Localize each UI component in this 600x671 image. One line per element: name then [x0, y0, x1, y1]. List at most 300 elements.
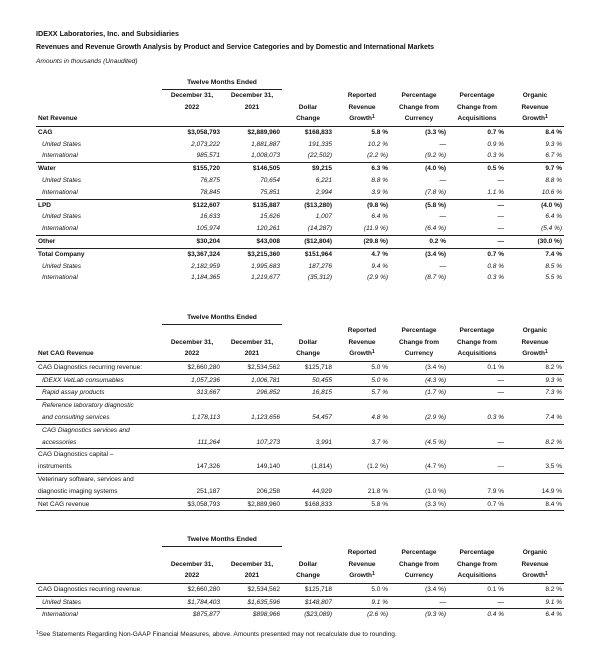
- reported-growth-value: (9.8 %): [334, 199, 390, 211]
- row-label: United States: [42, 213, 82, 221]
- col-header-currency-line1: Percentage: [401, 91, 437, 99]
- organic-growth-value: 9.3 %: [506, 374, 564, 387]
- organic-growth-value: 3.5 %: [545, 463, 563, 471]
- row-label: International: [42, 225, 78, 233]
- organic-growth-value: 8.2 %: [545, 363, 563, 371]
- reported-growth-value: 3.9 %: [371, 188, 389, 196]
- row-label: International: [42, 188, 78, 196]
- organic-growth-value: 8.2 %: [545, 438, 563, 446]
- col-header-acquisitions-line2: Change from: [456, 560, 498, 568]
- row-label-line2: instruments: [38, 463, 72, 471]
- organic-growth-value: 14.9 %: [541, 487, 563, 495]
- dec-2021-value: 70,654: [260, 176, 281, 184]
- currency-change-value: (8.7 %): [425, 274, 447, 282]
- currency-change-value: (3.4 %): [425, 585, 447, 593]
- dec-2022-value: 1,057,236: [162, 374, 222, 387]
- row-label-line2: and consulting services: [42, 413, 110, 421]
- dec-2022-value: 76,875: [200, 176, 220, 184]
- table-row: [36, 150, 564, 162]
- currency-change-value: —: [390, 596, 448, 609]
- currency-change-value: —: [439, 176, 447, 184]
- footnote-text: See Statements Regarding Non-GAAP Financial Measures, above. Amounts presented may not recalculate due to rounding.: [38, 631, 397, 638]
- organic-growth-value: 8.8 %: [545, 176, 563, 184]
- table-row: [36, 583, 564, 596]
- footnote: [36, 631, 397, 638]
- row-label: Reference laboratory diagnostic: [36, 400, 162, 412]
- col-header-organic-line3: Growth$^1$: [506, 113, 564, 126]
- reported-growth-value: 5.0 %: [371, 363, 389, 371]
- dec-2021-value: $146,505: [222, 163, 282, 175]
- dollar-change-value: $125,718: [304, 585, 333, 593]
- col-header-dollar-line1: Dollar: [298, 338, 318, 346]
- organic-growth-value: 8.4 %: [545, 128, 563, 136]
- dollar-change-value: ($12,804): [282, 235, 334, 248]
- col-header-2021-line2: 2021: [222, 348, 282, 361]
- dec-2021-value: 296,852: [222, 387, 282, 400]
- table-row: [36, 361, 564, 374]
- dec-2021-value: 107,273: [256, 438, 281, 446]
- currency-change-value: (4.7 %): [425, 463, 447, 471]
- dec-2021-value: $2,534,562: [247, 363, 281, 371]
- row-label: CAG: [38, 128, 53, 136]
- currency-change-value: (9.2 %): [425, 152, 447, 160]
- acquisitions-change-value: —: [497, 463, 505, 471]
- table-row: [36, 175, 564, 187]
- dollar-change-value: 44,929: [312, 487, 333, 495]
- table-row: [36, 374, 564, 387]
- currency-change-value: (9.3 %): [390, 609, 448, 621]
- row-label: CAG Diagnostics services and: [36, 424, 162, 436]
- dec-2022-value: 111,264: [197, 438, 220, 446]
- acquisitions-change-value: —: [497, 176, 505, 184]
- dollar-change-value: (35,312): [307, 274, 333, 282]
- table-row: [36, 609, 564, 621]
- reported-growth-value: 5.7 %: [334, 387, 390, 400]
- row-label: LPD: [36, 199, 162, 211]
- dec-2021-value: 1,006,781: [222, 374, 282, 387]
- dollar-change-value: (22,502): [307, 152, 333, 160]
- reported-growth-value: (2.6 %): [334, 609, 390, 621]
- organic-growth-value: 5.5 %: [545, 274, 563, 282]
- reported-growth-value: 9.4 %: [371, 262, 389, 270]
- dollar-change-value: ($23,089): [282, 609, 334, 621]
- organic-growth-value: (4.0 %): [506, 199, 564, 211]
- table-row-continued: [36, 437, 564, 449]
- dec-2021-value: 15,626: [260, 213, 281, 221]
- dec-2022-value: 251,187: [196, 487, 220, 495]
- currency-change-value: (4.3 %): [390, 374, 448, 387]
- dec-2021-value: $2,889,960: [247, 128, 281, 136]
- dec-2022-value: 105,974: [196, 225, 220, 233]
- col-header-2022-line2: 2022: [162, 570, 222, 583]
- acquisitions-change-value: —: [497, 438, 505, 446]
- row-label-line2: accessories: [42, 438, 77, 446]
- acquisitions-change-value: —: [448, 387, 506, 400]
- row-label: United States: [36, 596, 162, 609]
- col-header-dollar-line1b: Dollar: [298, 103, 318, 111]
- dollar-change-value: ($13,280): [282, 199, 334, 211]
- organic-growth-value: 6.7 %: [545, 152, 563, 160]
- dec-2022-value: $3,058,793: [162, 498, 222, 511]
- report-subtitle: Amounts in thousands (Unaudited): [36, 58, 138, 65]
- col-header-dollar-line2: Change: [282, 113, 334, 126]
- col-header-reported-line1: Reported: [347, 548, 377, 556]
- organic-growth-value: 9.1 %: [506, 596, 564, 609]
- col-header-reported-line2: Revenue: [348, 338, 376, 346]
- reported-growth-value: 9.1 %: [334, 596, 390, 609]
- dec-2021-value: 1,123,656: [251, 413, 281, 421]
- dollar-change-value: 191,335: [308, 140, 333, 148]
- currency-change-value: (3.4 %): [390, 248, 448, 260]
- dec-2022-value: 16,633: [200, 213, 220, 221]
- dollar-change-value: $168,833: [304, 128, 333, 136]
- row-label: United States: [42, 140, 82, 148]
- reported-growth-value: 6.4 %: [371, 213, 389, 221]
- dec-2021-value: $2,534,562: [247, 585, 281, 593]
- col-header-organic-line2: Revenue: [521, 103, 549, 111]
- table-row: [36, 272, 564, 284]
- currency-change-value: (4.5 %): [425, 438, 447, 446]
- dec-2021-value: 149,140: [256, 463, 281, 471]
- dollar-change-value: $168,833: [282, 498, 334, 511]
- first-col-header: Net CAG Revenue: [36, 348, 162, 361]
- row-label: United States: [42, 176, 82, 184]
- table-row: [36, 596, 564, 609]
- acquisitions-change-value: 0.7 %: [487, 128, 505, 136]
- dec-2022-value: 2,073,222: [191, 140, 220, 148]
- row-label: CAG Diagnostics recurring revenue:: [38, 585, 143, 593]
- col-header-reported-line2: Revenue: [348, 560, 376, 568]
- row-label: Rapid assay products: [36, 387, 162, 400]
- dec-2021-value: 206,258: [256, 487, 281, 495]
- currency-change-value: (5.8 %): [390, 199, 448, 211]
- acquisitions-change-value: 0.9 %: [487, 140, 505, 148]
- table-row: [36, 449, 564, 461]
- reported-growth-value: 8.8 %: [371, 176, 389, 184]
- row-label: Other: [36, 235, 162, 248]
- dec-2022-value: 147,326: [196, 463, 220, 471]
- net-revenue-table: [36, 77, 564, 284]
- col-header-organic-line2: Revenue: [521, 560, 549, 568]
- acquisitions-change-value: —: [497, 225, 505, 233]
- col-header-organic-line2: Revenue: [521, 338, 549, 346]
- col-header-dollar-line1: [282, 89, 334, 101]
- organic-growth-value: 9.3 %: [545, 140, 563, 148]
- reported-growth-value: (2.2 %): [367, 152, 389, 160]
- reported-growth-value: 3.7 %: [371, 438, 389, 446]
- organic-growth-value: 8.5 %: [545, 262, 563, 270]
- reported-growth-value: (11.9 %): [363, 225, 389, 233]
- col-header-2021-line2: 2021: [244, 103, 260, 111]
- col-header-2021-line2: 2021: [222, 570, 282, 583]
- col-header-dollar-line2: Change: [282, 570, 334, 583]
- acquisitions-change-value: 0.5 %: [448, 163, 506, 175]
- table-row: [36, 387, 564, 400]
- net-cag-revenue-rows: [36, 361, 564, 511]
- report-title: Revenues and Revenue Growth Analysis by Product and Service Categories and by Domestic and International Markets: [36, 44, 435, 51]
- currency-change-value: (3.4 %): [425, 363, 447, 371]
- dec-2022-value: $1,784,403: [162, 596, 222, 609]
- currency-change-value: (3.3 %): [425, 128, 447, 136]
- col-header-dollar-line2: Change: [282, 348, 334, 361]
- acquisitions-change-value: —: [448, 374, 506, 387]
- dec-2022-value: $2,660,280: [187, 585, 220, 593]
- dollar-change-value: 2,994: [315, 188, 333, 196]
- acquisitions-change-value: —: [448, 596, 506, 609]
- dollar-change-value: 50,455: [282, 374, 334, 387]
- net-revenue-rows: [36, 126, 564, 284]
- recurring-revenue-rows: [36, 583, 564, 621]
- col-header-acquisitions-line3: Acquisitions: [448, 570, 506, 583]
- acquisitions-change-value: 0.3 %: [487, 152, 505, 160]
- reported-growth-value: 4.7 %: [334, 248, 390, 260]
- currency-change-value: (4.0 %): [390, 163, 448, 175]
- col-header-2021-line1: December 31,: [230, 560, 274, 568]
- col-header-currency-line3: Currency: [390, 113, 448, 126]
- col-header-reported-line3: Growth$^1$: [334, 113, 390, 126]
- table-row: [36, 163, 564, 175]
- row-label: IDEXX VetLab consumables: [36, 374, 162, 387]
- table-row: [36, 424, 564, 436]
- table-row-continued: [36, 412, 564, 424]
- col-header-2022-line1: December 31,: [170, 338, 214, 346]
- acquisitions-change-value: 0.4 %: [448, 609, 506, 621]
- recurring-revenue-section: [36, 534, 564, 621]
- currency-change-value: —: [439, 140, 447, 148]
- reported-growth-value: (1.2 %): [367, 463, 389, 471]
- table-row: [36, 199, 564, 211]
- col-header-acquisitions-line1: Percentage: [459, 91, 495, 99]
- row-label: Net CAG revenue: [36, 498, 162, 511]
- reported-growth-value: 5.8 %: [334, 498, 390, 511]
- recurring-revenue-table: [36, 534, 564, 621]
- net-cag-revenue-table: [36, 312, 564, 511]
- dollar-change-value: (14,287): [307, 225, 333, 233]
- reported-growth-value: 5.8 %: [371, 128, 389, 136]
- reported-growth-value: 5.0 %: [371, 585, 389, 593]
- table-row: [36, 187, 564, 199]
- currency-change-value: (7.8 %): [425, 188, 447, 196]
- col-header-2021-line1: December 31,: [230, 338, 274, 346]
- company-name: IDEXX Laboratories, Inc. and Subsidiaries: [36, 29, 179, 38]
- row-label: Water: [36, 163, 162, 175]
- acquisitions-change-value: 0.1 %: [487, 363, 505, 371]
- net-cag-revenue-section: [36, 312, 564, 511]
- currency-change-value: (1.0 %): [425, 487, 447, 495]
- organic-growth-value: 7.4 %: [545, 413, 563, 421]
- table-row: [36, 223, 564, 235]
- currency-change-value: —: [439, 213, 447, 221]
- col-header-currency-line1: Percentage: [401, 326, 437, 334]
- dollar-change-value: 54,457: [312, 413, 333, 421]
- dec-2021-value: 1,219,677: [251, 274, 281, 282]
- col-header-currency-line2: Change from: [398, 560, 440, 568]
- table-row: [36, 235, 564, 248]
- row-label: Veterinary software, services and: [36, 473, 162, 485]
- period-label: Twelve Months Ended: [162, 534, 282, 546]
- acquisitions-change-value: 0.1 %: [487, 585, 505, 593]
- first-col-header: Net Revenue: [36, 113, 162, 126]
- organic-growth-value: 9.7 %: [506, 163, 564, 175]
- table-row: [36, 261, 564, 273]
- currency-change-value: (1.7 %): [390, 387, 448, 400]
- col-header-2022-line1: December 31,: [170, 560, 214, 568]
- dec-2022-value: $3,367,324: [162, 248, 222, 260]
- dec-2021-value: $43,008: [222, 235, 282, 248]
- dec-2021-value: $2,889,960: [222, 498, 282, 511]
- dollar-change-value: $125,718: [304, 363, 333, 371]
- dollar-change-value: 1,007: [315, 213, 333, 221]
- col-header-reported-line1: Reported: [347, 326, 377, 334]
- reported-growth-value: (29.8 %): [334, 235, 390, 248]
- dec-2022-value: $3,058,793: [187, 128, 220, 136]
- dec-2022-value: $30,204: [162, 235, 222, 248]
- acquisitions-change-value: 0.7 %: [448, 498, 506, 511]
- col-header-currency-line1: Percentage: [401, 548, 437, 556]
- table-row-continued: [36, 461, 564, 473]
- report-header: [36, 27, 600, 69]
- dec-2021-value: $1,635,596: [222, 596, 282, 609]
- dec-2021-value: $898,966: [222, 609, 282, 621]
- col-header-organic-line1: Organic: [522, 326, 548, 334]
- dec-2022-value: $155,720: [162, 163, 222, 175]
- dec-2021-value: 1,881,887: [251, 140, 281, 148]
- dec-2022-value: 2,182,959: [191, 262, 220, 270]
- period-label: Twelve Months Ended: [162, 312, 282, 324]
- dec-2022-value: 1,184,365: [191, 274, 220, 282]
- col-header-currency-line3: Currency: [390, 348, 448, 361]
- dollar-change-value: $151,964: [282, 248, 334, 260]
- col-header-organic-line3: Growth$^1$: [506, 348, 564, 361]
- dec-2022-value: $122,607: [162, 199, 222, 211]
- col-header-reported-line1: Reported: [347, 91, 377, 99]
- row-label: United States: [42, 262, 82, 270]
- dollar-change-value: 6,221: [315, 176, 333, 184]
- row-label: Total Company: [36, 248, 162, 260]
- table-row-continued: [36, 486, 564, 498]
- reported-growth-value: 4.8 %: [371, 413, 389, 421]
- col-header-2022-line1: December 31,: [170, 91, 214, 99]
- dec-2021-value: 1,008,073: [251, 152, 281, 160]
- period-label: Twelve Months Ended: [162, 77, 282, 89]
- col-header-acquisitions-line2: Change from: [456, 338, 498, 346]
- organic-growth-value: 7.3 %: [506, 387, 564, 400]
- dec-2022-value: $875,877: [162, 609, 222, 621]
- table-row: [36, 211, 564, 223]
- table-row: [36, 248, 564, 260]
- row-label: International: [42, 274, 78, 282]
- acquisitions-change-value: —: [497, 213, 505, 221]
- dollar-change-value: $148,807: [282, 596, 334, 609]
- acquisitions-change-value: 7.9 %: [487, 487, 505, 495]
- dec-2022-value: 1,178,113: [191, 413, 220, 421]
- currency-change-value: (2.9 %): [425, 413, 447, 421]
- col-header-acquisitions-line1: Percentage: [459, 548, 495, 556]
- table-row: [36, 400, 564, 412]
- reported-growth-value: (2.9 %): [367, 274, 389, 282]
- col-header-reported-line3: Growth$^1$: [334, 570, 390, 583]
- col-header-dollar-line1: Dollar: [298, 560, 318, 568]
- col-header-organic-line1: Organic: [522, 548, 548, 556]
- col-header-currency-line2: Change from: [398, 338, 440, 346]
- col-header-2021-line1: December 31,: [230, 91, 274, 99]
- net-revenue-section: [36, 77, 564, 284]
- row-label: CAG Diagnostics capital –: [36, 449, 162, 461]
- reported-growth-value: 6.3 %: [334, 163, 390, 175]
- acquisitions-change-value: 0.7 %: [448, 248, 506, 260]
- organic-growth-value: 6.4 %: [545, 213, 563, 221]
- table-row: [36, 126, 564, 138]
- organic-growth-value: (5.4 %): [541, 225, 563, 233]
- dec-2022-value: 985,571: [196, 152, 220, 160]
- acquisitions-change-value: —: [448, 235, 506, 248]
- col-header-currency-line3: Currency: [390, 570, 448, 583]
- organic-growth-value: 8.2 %: [545, 585, 563, 593]
- organic-growth-value: 6.4 %: [506, 609, 564, 621]
- col-header-2022-line2: 2022: [162, 348, 222, 361]
- col-header-organic-line1: Organic: [522, 91, 548, 99]
- row-label-line2: diagnostic imaging systems: [38, 487, 118, 495]
- dollar-change-value: 187,276: [308, 262, 333, 270]
- col-header-organic-line3: Growth$^1$: [506, 570, 564, 583]
- acquisitions-change-value: 0.3 %: [487, 413, 505, 421]
- dec-2021-value: 120,261: [256, 225, 281, 233]
- col-header-reported-line2: Revenue: [348, 103, 376, 111]
- dollar-change-value: (1,814): [311, 463, 333, 471]
- reported-growth-value: 5.0 %: [334, 374, 390, 387]
- acquisitions-change-value: —: [448, 199, 506, 211]
- row-label: CAG Diagnostics recurring revenue:: [38, 363, 143, 371]
- dollar-change-value: 16,815: [282, 387, 334, 400]
- dollar-change-value: 3,991: [315, 438, 333, 446]
- row-label: International: [36, 609, 162, 621]
- reported-growth-value: 21.8 %: [367, 487, 389, 495]
- organic-growth-value: 10.6 %: [541, 188, 563, 196]
- currency-change-value: 0.2 %: [390, 235, 448, 248]
- row-label: International: [42, 152, 78, 160]
- col-header-acquisitions-line3: Acquisitions: [448, 348, 506, 361]
- acquisitions-change-value: 1.1 %: [487, 188, 505, 196]
- dec-2022-value: 313,667: [162, 387, 222, 400]
- dec-2021-value: 1,995,683: [251, 262, 281, 270]
- acquisitions-change-value: 0.8 %: [487, 262, 505, 270]
- col-header-currency-line2: Change from: [398, 103, 440, 111]
- dollar-change-value: $9,215: [282, 163, 334, 175]
- acquisitions-change-value: 0.3 %: [487, 274, 505, 282]
- footnote-mark: 1: [36, 630, 39, 636]
- currency-change-value: —: [439, 262, 447, 270]
- reported-growth-value: 10.2 %: [367, 140, 389, 148]
- col-header-acquisitions-line1: Percentage: [459, 326, 495, 334]
- dec-2021-value: $135,887: [222, 199, 282, 211]
- organic-growth-value: (30.0 %): [506, 235, 564, 248]
- col-header-acquisitions-line2: Change from: [456, 103, 498, 111]
- net-cag-revenue-row: [36, 498, 564, 511]
- dec-2021-value: $3,215,360: [222, 248, 282, 260]
- currency-change-value: (6.4 %): [425, 225, 447, 233]
- currency-change-value: (3.3 %): [390, 498, 448, 511]
- organic-growth-value: 7.4 %: [506, 248, 564, 260]
- table-row: [36, 139, 564, 151]
- dec-2022-value: $2,660,280: [187, 363, 220, 371]
- col-header-2022-line2: 2022: [184, 103, 200, 111]
- col-header-acquisitions-line3: Acquisitions: [448, 113, 506, 126]
- organic-growth-value: 8.4 %: [506, 498, 564, 511]
- table-row: [36, 473, 564, 485]
- dec-2022-value: 78,845: [200, 188, 220, 196]
- dec-2021-value: 75,851: [260, 188, 281, 196]
- col-header-reported-line3: Growth$^1$: [334, 348, 390, 361]
